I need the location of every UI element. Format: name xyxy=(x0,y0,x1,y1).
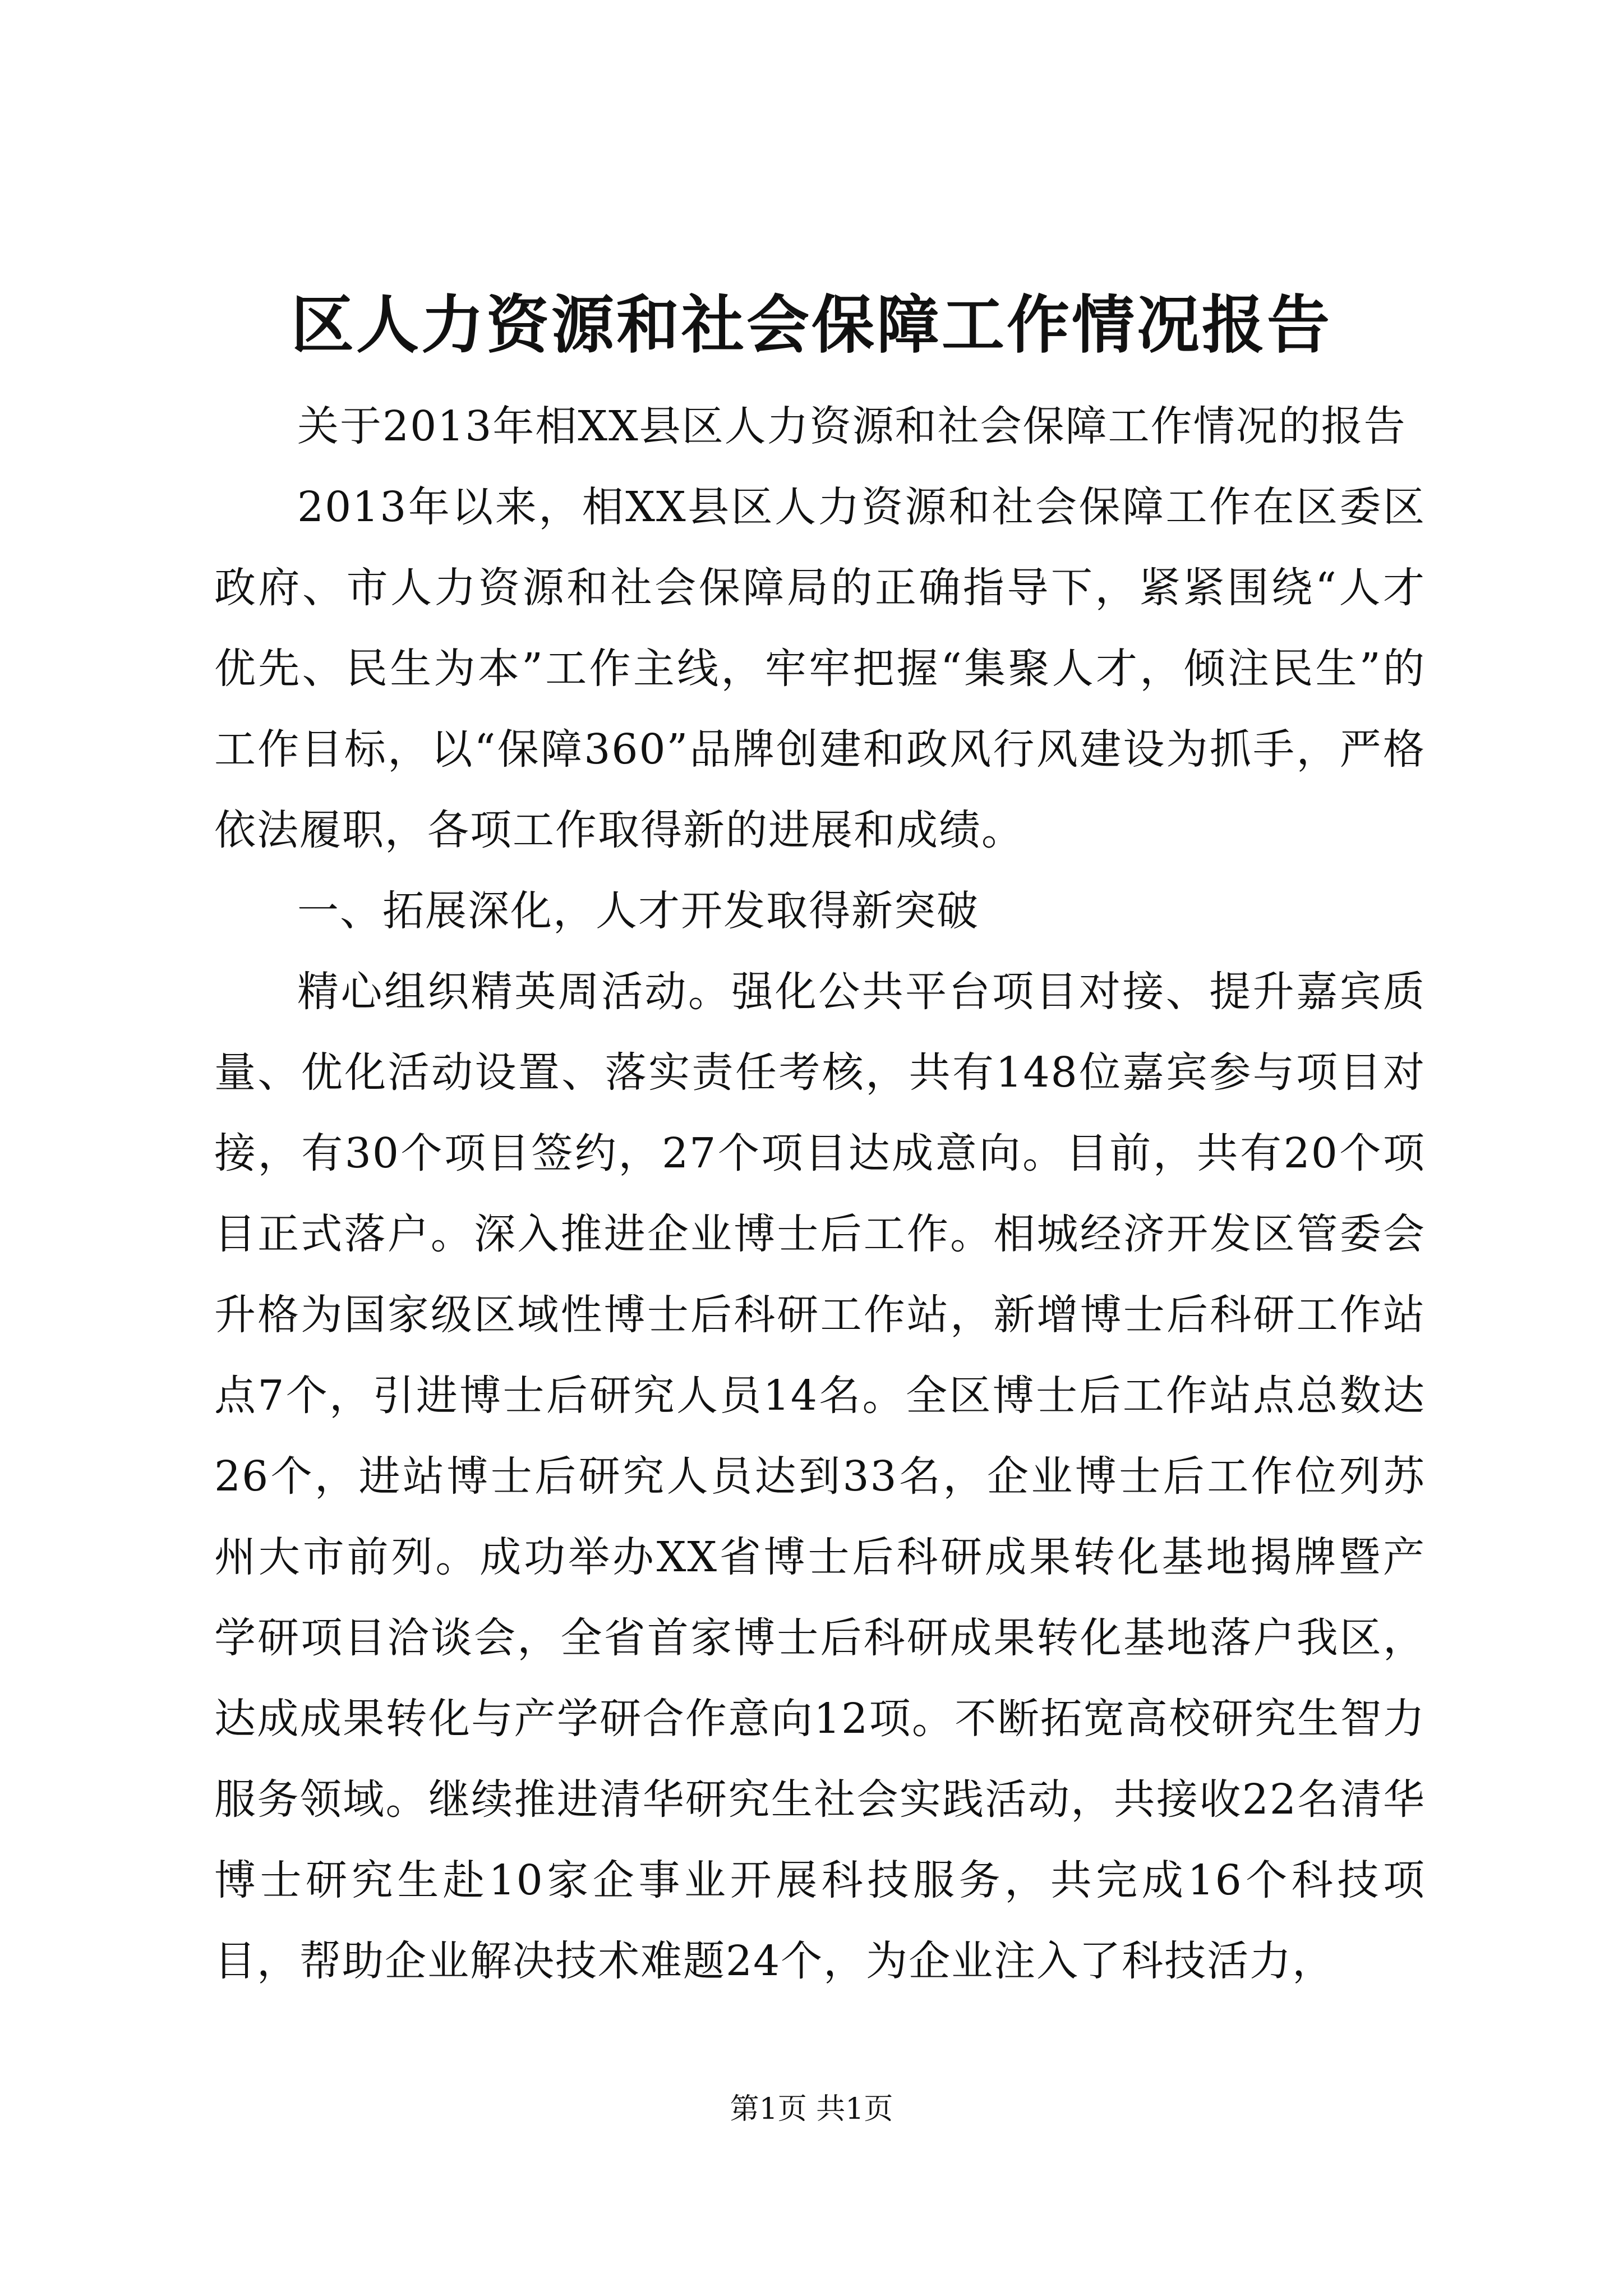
paragraph-subtitle: 关于2013年相XX县区人力资源和社会保障工作情况的报告 xyxy=(297,402,1407,450)
document-title: 区人力资源和社会保障工作情况报告 xyxy=(291,288,1332,362)
paragraph-talent: 精心组织精英周活动。强化公共平台项目对接、提升嘉宾质量、优化活动设置、落实责任考核，共有148位嘉宾参与项目对接，有30个项目签约，27个项目达成意向。目前，共有20个项目正式落户。深入推进企业博士后工作。相城经济开发区管委会升格为国家级区域性博士后科研工作站，新增博士后科研工作站点7个，引进博士后研究人员14名。全区博士后工作站点总数达26个，进站博士后研究人员达到33名，企业博士后工作位列苏州大市前列。成功举办XX省博士后科研成果转化基地揭牌暨产学研项目洽谈会，全省首家博士后科研成果转化基地落户我区，达成成果转化与产学研合作意向12项。不断拓宽高校研究生智力服务领域。继续推进清华研究生社会实践活动，共接收22名清华博士研究生赴10家企事业开展科技服务，共完成16个科技项目，帮助企业解决技术难题24个，为企业注入了科技活力， xyxy=(214,968,1426,1985)
document-body xyxy=(214,386,1426,2001)
section-heading: 一、拓展深化，人才开发取得新突破 xyxy=(297,887,979,935)
paragraph-intro: 2013年以来，相XX县区人力资源和社会保障工作在区委区政府、市人力资源和社会保障局的正确指导下，紧紧围绕“人才优先、民生为本”工作主线，牢牢把握“集聚人才，倾注民生”的工作目标，以“保障360”品牌创建和政风行风建设为抓手，严格依法履职，各项工作取得新的进展和成绩。 xyxy=(214,483,1426,854)
page-footer: 第1页 共1页 xyxy=(730,2092,893,2126)
